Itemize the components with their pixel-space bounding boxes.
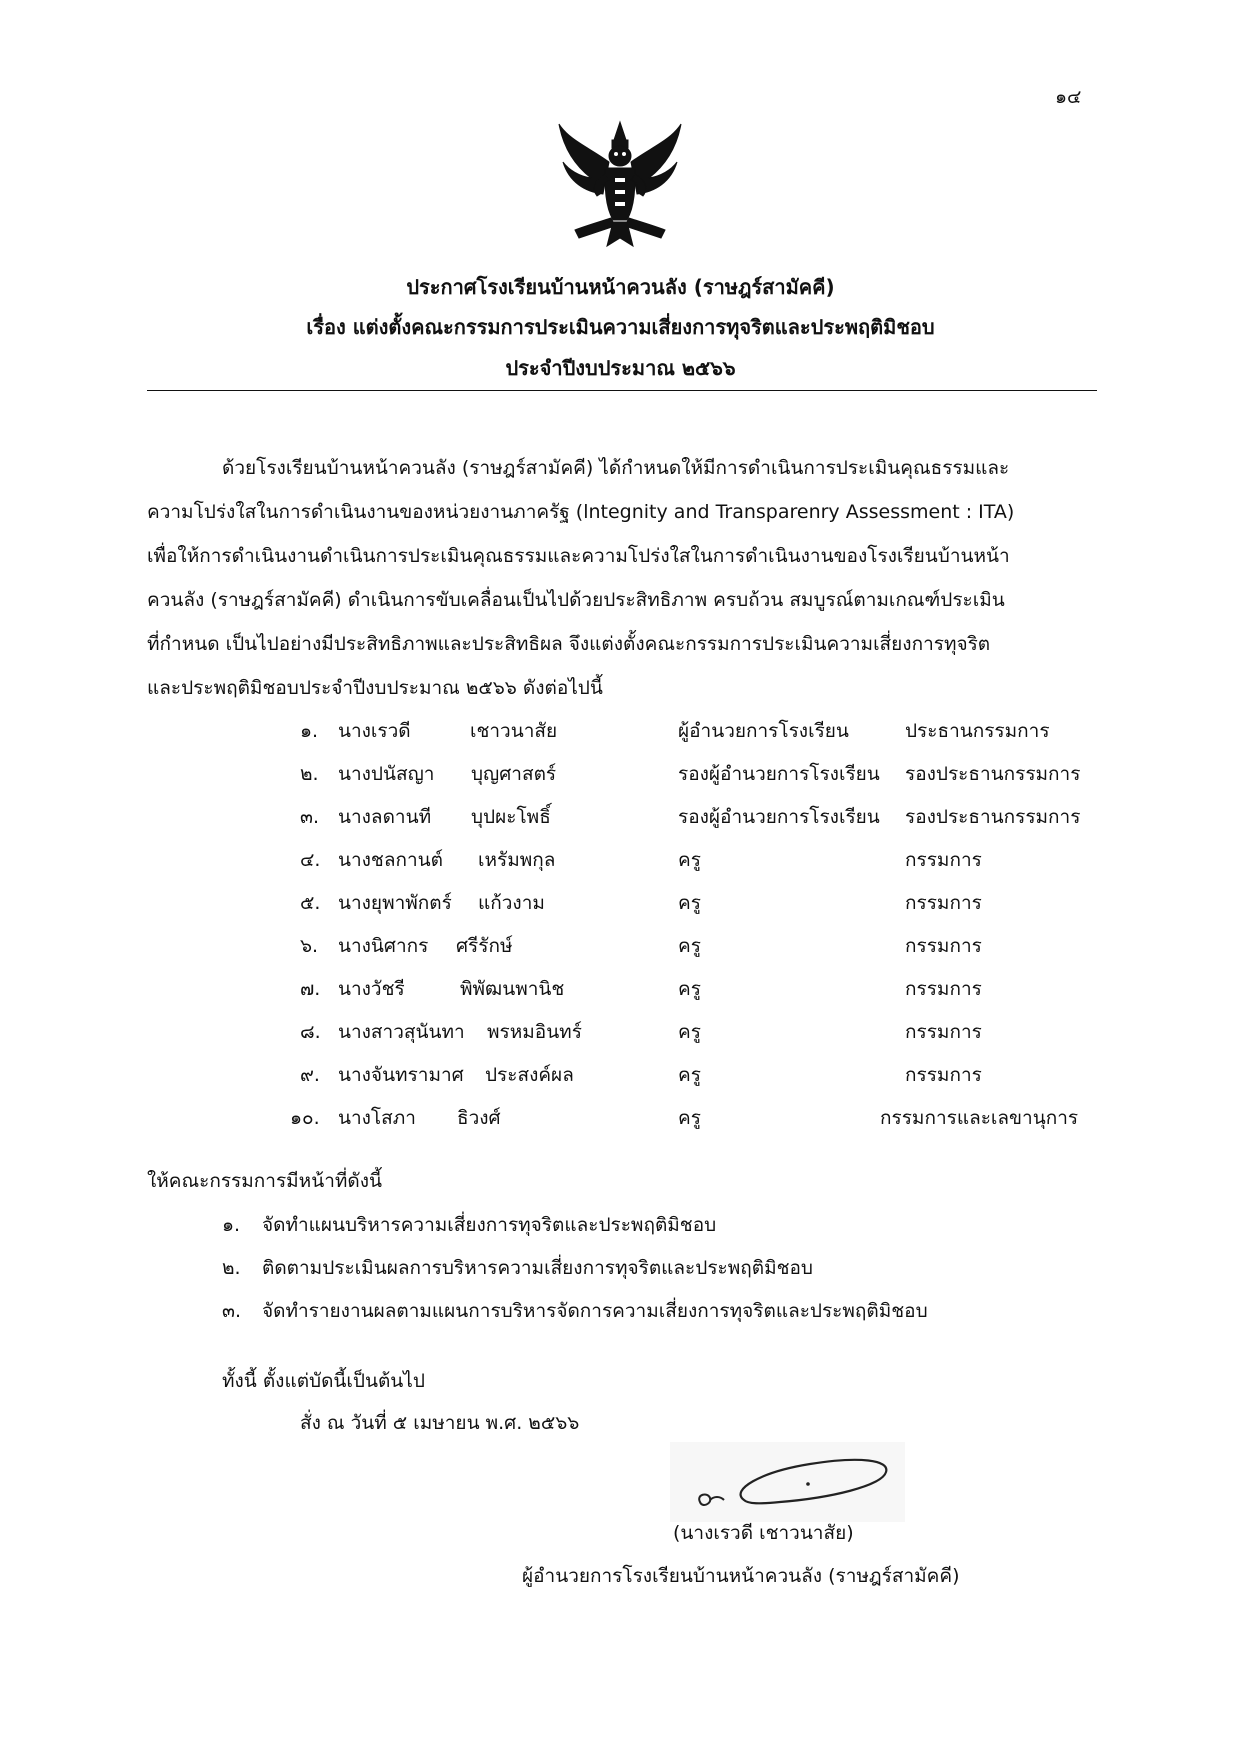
member-first-name: นางชลกานต์ [338,849,443,871]
member-first-name: นางเรวดี [338,720,411,742]
member-last-name: ธิวงศ์ [457,1107,501,1129]
garuda-emblem-icon [555,118,685,250]
duty-text: ติดตามประเมินผลการบริหารความเสี่ยงการทุจริตและประพฤติมิชอบ [262,1257,813,1279]
effective-statement: ทั้งนี้ ตั้งแต่บัดนี้เป็นต้นไป [222,1370,425,1392]
announcement-fiscal-year: ประจำปีงบประมาณ ๒๕๖๖ [505,356,736,380]
member-first-name: นางยุพาพักตร์ [338,892,452,914]
member-role: รองประธานกรรมการ [905,806,1081,828]
paragraph-line: เพื่อให้การดำเนินงานดำเนินการประเมินคุณธรรมและความโปร่งใสในการดำเนินงานของโรงเรียนบ้านหน้า [147,545,1010,567]
member-last-name: พิพัฒนพานิช [460,978,565,1000]
member-first-name: นางลดานที [338,806,432,828]
page-number: ๑๔ [1055,86,1082,108]
member-position: ครู [678,1021,701,1043]
member-last-name: แก้วงาม [478,892,545,914]
handwritten-signature [670,1442,905,1522]
member-position: ครู [678,935,701,957]
announcement-title: ประกาศโรงเรียนบ้านหน้าควนลัง (ราษฎร์สามัคคี) [406,275,835,299]
paragraph-line: ความโปร่งใสในการดำเนินงานของหน่วยงานภาครัฐ (lntegnity and Transparenry Assessment : ITA) [147,501,1015,523]
member-number: ๗. [300,978,321,1000]
member-first-name: นางจันทรามาศ [338,1064,464,1086]
duty-number: ๒. [222,1257,241,1279]
member-number: ๓. [300,806,320,828]
member-position: ครู [678,1064,701,1086]
member-first-name: นางปนัสญา [338,763,435,785]
member-role: กรรมการ [905,849,982,871]
member-number: ๕. [300,892,321,914]
member-last-name: ประสงค์ผล [485,1064,574,1086]
duty-number: ๑. [222,1214,241,1236]
member-position: รองผู้อำนวยการโรงเรียน [678,763,880,785]
member-number: ๑. [300,720,319,742]
member-position: ครู [678,849,701,871]
duty-text: จัดทำรายงานผลตามแผนการบริหารจัดการความเสี่ยงการทุจริตและประพฤติมิชอบ [262,1300,928,1322]
paragraph-line: ควนลัง (ราษฎร์สามัคคี) ดำเนินการขับเคลื่อนเป็นไปด้วยประสิทธิภาพ ครบถ้วน สมบูรณ์ตามเกณฑ์ประเมิน [147,589,1005,611]
member-number: ๔. [300,849,321,871]
member-position: ครู [678,1107,701,1129]
member-number: ๘. [300,1021,321,1043]
member-role: กรรมการ [905,978,982,1000]
paragraph-line: ที่กำหนด เป็นไปอย่างมีประสิทธิภาพและประสิทธิผล จึงแต่งตั้งคณะกรรมการประเมินความเสี่ยงการทุจริต [147,633,991,655]
member-last-name: พรหมอินทร์ [487,1021,582,1043]
member-last-name: เหรัมพกุล [478,849,556,871]
member-last-name: บุปผะโพธิ์ [471,806,551,828]
announcement-subject: เรื่อง แต่งตั้งคณะกรรมการประเมินความเสี่ยงการทุจริตและประพฤติมิชอบ [306,315,935,339]
member-last-name: ศรีรักษ์ [456,935,513,957]
member-role: กรรมการ [905,892,982,914]
order-date: สั่ง ณ วันที่ ๕ เมษายน พ.ศ. ๒๕๖๖ [300,1412,580,1434]
member-first-name: นางนิศากร [338,935,429,957]
member-position: ครู [678,892,701,914]
member-role: กรรมการ [905,1064,982,1086]
member-first-name: นางวัชรี [338,978,405,1000]
member-number: ๑๐. [290,1107,320,1129]
member-last-name: บุญศาสตร์ [471,763,557,785]
member-role: กรรมการ [905,935,982,957]
signer-name: (นางเรวดี เชาวนาสัย) [673,1522,854,1544]
member-role: กรรมการ [905,1021,982,1043]
member-position: ครู [678,978,701,1000]
member-role: ประธานกรรมการ [905,720,1050,742]
duty-number: ๓. [222,1300,242,1322]
title-divider [147,390,1097,391]
signer-position: ผู้อำนวยการโรงเรียนบ้านหน้าควนลัง (ราษฎร์สามัคคี) [522,1565,960,1587]
duties-heading: ให้คณะกรรมการมีหน้าที่ดังนี้ [147,1170,382,1192]
member-role: รองประธานกรรมการ [905,763,1081,785]
member-first-name: นางสาวสุนันทา [338,1021,465,1043]
member-number: ๙. [300,1064,320,1086]
member-position: รองผู้อำนวยการโรงเรียน [678,806,880,828]
member-role: กรรมการและเลขานุการ [880,1107,1079,1129]
paragraph-line: และประพฤติมิชอบประจำปีงบประมาณ ๒๕๖๖ ดังต่อไปนี้ [147,677,603,699]
member-last-name: เชาวนาสัย [470,720,558,742]
duty-text: จัดทำแผนบริหารความเสี่ยงการทุจริตและประพฤติมิชอบ [262,1214,717,1236]
member-first-name: นางโสภา [338,1107,416,1129]
member-position: ผู้อำนวยการโรงเรียน [678,720,849,742]
member-number: ๒. [300,763,319,785]
member-number: ๖. [300,935,319,957]
paragraph-line: ด้วยโรงเรียนบ้านหน้าควนลัง (ราษฎร์สามัคคี) ได้กำหนดให้มีการดำเนินการประเมินคุณธรรมและ [222,457,1010,479]
